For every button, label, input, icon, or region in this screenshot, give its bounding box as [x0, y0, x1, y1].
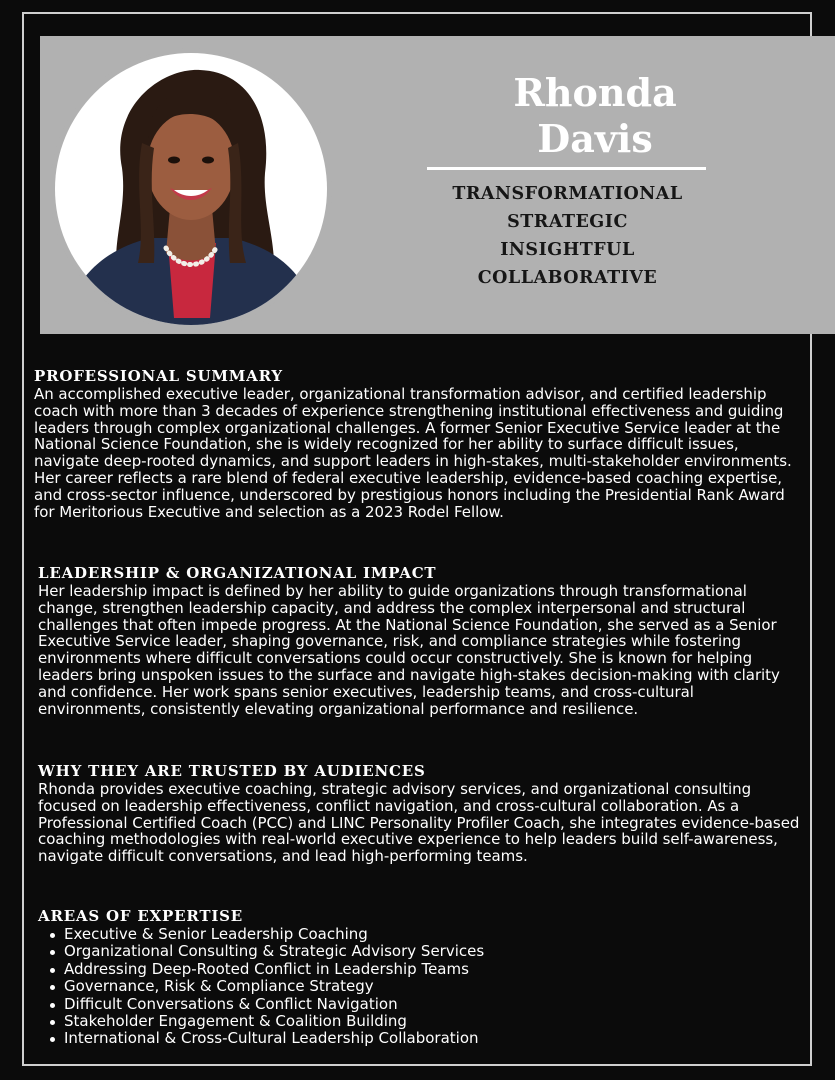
- name-last: Davis: [537, 116, 653, 161]
- section-heading: WHY THEY ARE TRUSTED BY AUDIENCES: [38, 762, 426, 780]
- section-heading: PROFESSIONAL SUMMARY: [34, 367, 283, 385]
- name-first: Rhonda: [513, 70, 677, 115]
- section-body: Her leadership impact is defined by her ability to guide organizations through transformational change, strengthen leadership capacity, and address the complex interpersonal and structural challenges that often impede progress. At the National Science Foundation, she served as a Senior Executive Service leader, shaping governance, risk, and compliance strategies while fostering environments where difficult conversations could occur constructively. She is known for helping leaders bring unspoken issues to the surface and navigate high-stakes decision-making with clarity and confidence. Her work spans senior executives, leadership teams, and cross-cultural environments, consistently elevating organizational performance and resilience.: [38, 582, 780, 718]
- section-leadership-impact: [38, 564, 804, 717]
- list-item: Addressing Deep-Rooted Conflict in Leadership Teams: [38, 961, 804, 978]
- trait-item: COLLABORATIVE: [477, 268, 658, 288]
- profile-name: [430, 70, 760, 162]
- section-heading: LEADERSHIP & ORGANIZATIONAL IMPACT: [38, 564, 437, 582]
- trait-item: INSIGHTFUL: [500, 240, 635, 260]
- expertise-list: [38, 926, 804, 1048]
- list-item: Governance, Risk & Compliance Strategy: [38, 978, 804, 995]
- list-item: Difficult Conversations & Conflict Navigation: [38, 996, 804, 1013]
- name-divider: [427, 167, 706, 170]
- section-professional-summary: [34, 367, 804, 520]
- trait-item: TRANSFORMATIONAL: [452, 184, 683, 204]
- list-item: International & Cross-Cultural Leadership Collaboration: [38, 1030, 804, 1047]
- section-body: Rhonda provides executive coaching, strategic advisory services, and organizational consulting focused on leadership effectiveness, conflict navigation, and cross-cultural collaboration. As a Professional Certified Coach (PCC) and LINC Personality Profiler Coach, she integrates evidence-based coaching methodologies with real-world executive experience to help leaders build self-awareness, navigate difficult conversations, and lead high-performing teams.: [38, 780, 800, 866]
- section-body: An accomplished executive leader, organizational transformation advisor, and certified leadership coach with more than 3 decades of experience strengthening institutional effectiveness and guiding leaders through complex organizational challenges. A former Senior Executive Service leader at the National Science Foundation, she is widely recognized for her ability to surface difficult issues, navigate deep-rooted dynamics, and support leaders in high-stakes, multi-stakeholder environments. Her career reflects a rare blend of federal executive leadership, evidence-based coaching expertise, and cross-sector influence, underscored by prestigious honors including the Presidential Rank Award for Meritorious Executive and selection as a 2023 Rodel Fellow.: [34, 385, 792, 521]
- section-why-trusted: [38, 762, 804, 865]
- trait-item: STRATEGIC: [507, 212, 628, 232]
- list-item: Organizational Consulting & Strategic Advisory Services: [38, 943, 804, 960]
- portrait-photo: [50, 48, 332, 330]
- traits-list: [430, 180, 705, 292]
- list-item: Executive & Senior Leadership Coaching: [38, 926, 804, 943]
- section-heading: AREAS OF EXPERTISE: [38, 907, 243, 925]
- section-areas-of-expertise: [38, 907, 804, 1048]
- list-item: Stakeholder Engagement & Coalition Building: [38, 1013, 804, 1030]
